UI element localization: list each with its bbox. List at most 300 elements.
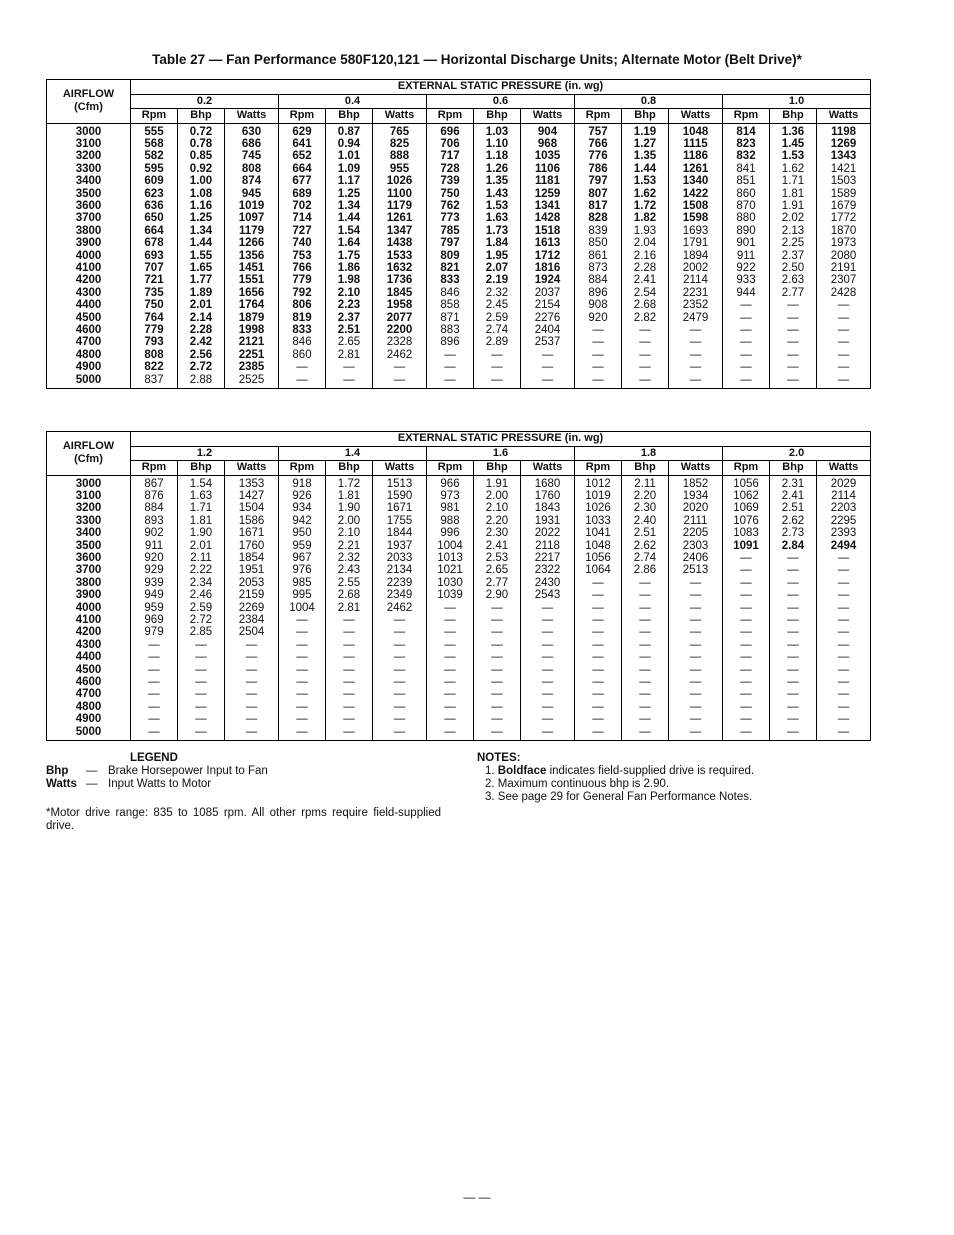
data-cell: 1931 <box>521 515 575 527</box>
column-header-bhp: Bhp <box>178 461 225 476</box>
data-cell: — <box>669 639 723 651</box>
data-cell: 0.87 <box>326 123 373 138</box>
data-cell: 797 <box>575 175 622 187</box>
table-row <box>47 237 871 249</box>
data-cell: — <box>622 577 669 589</box>
table-row <box>47 502 871 514</box>
data-cell: — <box>474 374 521 389</box>
data-cell: 1503 <box>817 175 871 187</box>
data-cell: 1.81 <box>770 188 817 200</box>
data-cell: 969 <box>144 613 164 626</box>
data-cell: 2.30 <box>622 502 669 514</box>
data-cell: 765 <box>373 123 427 138</box>
data-cell: — <box>770 324 817 336</box>
data-cell: 2.65 <box>326 336 373 348</box>
pressure-header-1.8: 1.8 <box>575 446 723 461</box>
data-cell: 786 <box>575 163 622 175</box>
data-cell: 2.41 <box>622 274 669 286</box>
data-cell: — <box>326 664 373 676</box>
data-cell: 2.40 <box>622 515 669 527</box>
data-cell: — <box>521 602 575 614</box>
data-cell: 1843 <box>521 502 575 514</box>
data-cell: 779 <box>144 324 164 336</box>
data-cell: 1056 <box>575 552 622 564</box>
data-cell: — <box>622 676 669 688</box>
data-cell: 2269 <box>225 602 279 614</box>
data-cell: 966 <box>427 475 474 490</box>
data-cell: — <box>575 701 622 713</box>
data-cell: — <box>723 651 770 663</box>
data-cell: — <box>521 626 575 638</box>
data-cell: 1041 <box>575 527 622 539</box>
table-row <box>47 515 871 527</box>
airflow-cell: 4500 <box>47 664 131 676</box>
legend-key: Watts <box>46 778 77 790</box>
data-cell: 1.63 <box>178 490 225 502</box>
data-cell: 2.72 <box>178 361 225 373</box>
data-cell: 2037 <box>521 287 575 299</box>
data-cell: 2404 <box>521 324 575 336</box>
data-cell: — <box>575 713 622 725</box>
data-cell: — <box>770 726 817 741</box>
data-cell: 920 <box>575 312 622 324</box>
data-cell: 1451 <box>225 262 279 274</box>
data-cell: 1356 <box>225 250 279 262</box>
airflow-cell: 3200 <box>47 150 131 162</box>
data-cell: 896 <box>575 287 622 299</box>
data-cell: — <box>575 688 622 700</box>
data-cell: — <box>148 651 160 664</box>
data-cell: 1998 <box>225 324 279 336</box>
data-cell: 2121 <box>225 336 279 348</box>
data-cell: 2.00 <box>326 515 373 527</box>
table-row <box>47 527 871 539</box>
data-cell: 955 <box>373 163 427 175</box>
legend-dash: — <box>86 765 98 777</box>
data-cell: 1259 <box>521 188 575 200</box>
data-cell: 1.75 <box>326 250 373 262</box>
data-cell: — <box>474 676 521 688</box>
table-row <box>47 175 871 187</box>
data-cell: — <box>279 726 326 741</box>
data-cell: 721 <box>144 274 164 287</box>
airflow-cell: 3400 <box>47 175 131 187</box>
data-cell: 1816 <box>521 262 575 274</box>
data-cell: 2029 <box>817 475 871 490</box>
data-cell: 1004 <box>279 602 326 614</box>
data-cell: — <box>770 589 817 601</box>
data-cell: 1.71 <box>178 502 225 514</box>
data-cell: 641 <box>279 138 326 150</box>
data-cell: 2154 <box>521 299 575 311</box>
data-cell: 2.10 <box>326 527 373 539</box>
data-cell: — <box>427 701 474 713</box>
data-cell: 1179 <box>225 225 279 237</box>
data-cell: 2303 <box>669 540 723 552</box>
table-row <box>47 664 871 676</box>
data-cell: 2.19 <box>474 274 521 286</box>
data-cell: — <box>622 336 669 348</box>
data-cell: 1934 <box>669 490 723 502</box>
data-cell: 2114 <box>817 490 871 502</box>
data-cell: 1198 <box>817 123 871 138</box>
table-row <box>47 212 871 224</box>
data-cell: — <box>770 312 817 324</box>
data-cell: — <box>770 639 817 651</box>
data-cell: 714 <box>279 212 326 224</box>
data-cell: — <box>279 701 326 713</box>
data-cell: — <box>326 688 373 700</box>
data-cell: 1791 <box>669 237 723 249</box>
motor-drive-footnote: *Motor drive range: 835 to 1085 rpm. All other rpms require field-supplied drive. <box>46 807 441 832</box>
airflow-cell: 3000 <box>47 475 131 490</box>
data-cell: 883 <box>427 324 474 336</box>
data-cell: — <box>770 374 817 389</box>
data-cell: — <box>669 361 723 373</box>
data-cell: 2251 <box>225 349 279 361</box>
data-cell: 870 <box>723 200 770 212</box>
data-cell: — <box>474 614 521 626</box>
data-cell: 2349 <box>373 589 427 601</box>
table-row <box>47 374 871 389</box>
data-cell: 1973 <box>817 237 871 249</box>
data-cell: 2384 <box>225 614 279 626</box>
data-cell: — <box>279 374 326 389</box>
data-cell: — <box>723 701 770 713</box>
data-cell: 819 <box>279 312 326 324</box>
data-cell: 2114 <box>669 274 723 286</box>
data-cell: 1083 <box>723 527 770 539</box>
data-cell: 1012 <box>575 475 622 490</box>
table-row <box>47 312 871 324</box>
table-row <box>47 626 871 638</box>
data-cell: 996 <box>427 527 474 539</box>
table-row <box>47 688 871 700</box>
data-cell: 0.78 <box>178 138 225 150</box>
airflow-cell: 4100 <box>47 614 131 626</box>
data-cell: 995 <box>279 589 326 601</box>
table-row <box>47 701 871 713</box>
data-cell: — <box>575 676 622 688</box>
pressure-header-1.4: 1.4 <box>279 446 427 461</box>
data-cell: — <box>622 701 669 713</box>
data-cell: 1353 <box>225 475 279 490</box>
data-cell: 1598 <box>669 212 723 224</box>
data-cell: — <box>148 725 160 738</box>
pressure-header-0.2: 0.2 <box>131 94 279 109</box>
data-cell: 636 <box>144 199 164 212</box>
data-cell: — <box>427 726 474 741</box>
airflow-cell: 4900 <box>47 361 131 373</box>
data-cell: 1.35 <box>474 175 521 187</box>
data-cell: 1589 <box>817 188 871 200</box>
data-cell: 2.45 <box>474 299 521 311</box>
data-cell: 2.51 <box>770 502 817 514</box>
data-cell: 1854 <box>225 552 279 564</box>
data-cell: — <box>723 349 770 361</box>
data-cell: 706 <box>427 138 474 150</box>
data-cell: 1056 <box>723 475 770 490</box>
data-cell: — <box>669 713 723 725</box>
table-title: Table 27 — Fan Performance 580F120,121 — Horizontal Discharge Units; Alternate Motor (Belt Drive)* <box>152 52 802 67</box>
data-cell: — <box>817 552 871 564</box>
airflow-cell: 4500 <box>47 312 131 324</box>
data-cell: 1.81 <box>326 490 373 502</box>
data-cell: 893 <box>144 514 164 527</box>
data-cell: 1.25 <box>326 188 373 200</box>
data-cell: 2.53 <box>474 552 521 564</box>
data-cell: 2.82 <box>622 312 669 324</box>
data-cell: 764 <box>144 311 164 324</box>
legend-text: Input Watts to Motor <box>108 778 212 790</box>
airflow-cell: 3800 <box>47 577 131 589</box>
data-cell: 945 <box>225 188 279 200</box>
data-cell: 757 <box>575 123 622 138</box>
data-cell: 2328 <box>373 336 427 348</box>
data-cell: — <box>326 676 373 688</box>
data-cell: — <box>622 664 669 676</box>
data-cell: — <box>817 651 871 663</box>
data-cell: 735 <box>144 286 164 299</box>
data-cell: — <box>178 664 225 676</box>
data-cell: 846 <box>427 287 474 299</box>
data-cell: 2231 <box>669 287 723 299</box>
data-cell: — <box>817 336 871 348</box>
airflow-cell: 4400 <box>47 651 131 663</box>
data-cell: — <box>622 589 669 601</box>
data-cell: — <box>326 614 373 626</box>
data-cell: 1.44 <box>178 237 225 249</box>
data-cell: — <box>279 688 326 700</box>
data-cell: 2.34 <box>178 577 225 589</box>
data-cell: 2.37 <box>770 250 817 262</box>
data-cell: 959 <box>279 540 326 552</box>
data-cell: 1870 <box>817 225 871 237</box>
data-cell: 2.28 <box>622 262 669 274</box>
data-cell: 968 <box>521 138 575 150</box>
data-cell: 1030 <box>427 577 474 589</box>
data-cell: 2.22 <box>178 564 225 576</box>
data-cell: 717 <box>427 150 474 162</box>
data-cell: 2393 <box>817 527 871 539</box>
data-cell: — <box>279 676 326 688</box>
data-cell: 1.34 <box>178 225 225 237</box>
data-cell: — <box>326 713 373 725</box>
data-cell: — <box>225 664 279 676</box>
data-cell: 2.51 <box>326 324 373 336</box>
data-cell: — <box>178 676 225 688</box>
data-cell: — <box>817 614 871 626</box>
data-cell: — <box>723 713 770 725</box>
airflow-cell: 3200 <box>47 502 131 514</box>
airflow-cell: 3500 <box>47 540 131 552</box>
data-cell: 582 <box>144 150 164 163</box>
data-cell: 609 <box>144 175 164 188</box>
airflow-cell: 3900 <box>47 589 131 601</box>
data-cell: 2.74 <box>622 552 669 564</box>
data-cell: — <box>770 336 817 348</box>
data-cell: — <box>427 614 474 626</box>
data-cell: 678 <box>144 237 164 250</box>
data-cell: 2.10 <box>326 287 373 299</box>
data-cell: 1852 <box>669 475 723 490</box>
data-cell: 1504 <box>225 502 279 514</box>
data-cell: — <box>474 639 521 651</box>
column-header-watts: Watts <box>669 461 723 476</box>
data-cell: 2.41 <box>474 540 521 552</box>
data-cell: — <box>575 602 622 614</box>
data-cell: — <box>373 374 427 389</box>
data-cell: — <box>474 664 521 676</box>
data-cell: — <box>723 577 770 589</box>
data-cell: 1551 <box>225 274 279 286</box>
airflow-cell: 5000 <box>47 374 131 389</box>
data-cell: — <box>326 726 373 741</box>
data-cell: 1033 <box>575 515 622 527</box>
data-cell: 2.16 <box>622 250 669 262</box>
data-cell: — <box>279 361 326 373</box>
airflow-cell: 3800 <box>47 225 131 237</box>
data-cell: 1586 <box>225 515 279 527</box>
data-cell: — <box>669 664 723 676</box>
data-cell: 2479 <box>669 312 723 324</box>
data-cell: — <box>279 614 326 626</box>
airflow-cell: 4600 <box>47 676 131 688</box>
data-cell: 904 <box>521 123 575 138</box>
data-cell: — <box>474 726 521 741</box>
data-cell: 623 <box>144 187 164 200</box>
data-cell: 832 <box>723 150 770 162</box>
data-cell: 809 <box>427 250 474 262</box>
data-cell: — <box>474 651 521 663</box>
table-row <box>47 602 871 614</box>
table-row <box>47 614 871 626</box>
column-header-bhp: Bhp <box>178 109 225 124</box>
data-cell: — <box>575 361 622 373</box>
data-cell: — <box>279 651 326 663</box>
data-cell: 950 <box>279 527 326 539</box>
airflow-cell: 4200 <box>47 626 131 638</box>
data-cell: 2033 <box>373 552 427 564</box>
data-cell: — <box>575 577 622 589</box>
data-cell: 2.77 <box>770 287 817 299</box>
data-cell: 779 <box>279 274 326 286</box>
data-cell: 1004 <box>427 540 474 552</box>
data-cell: 555 <box>144 125 164 138</box>
data-cell: 1186 <box>669 150 723 162</box>
data-cell: 1.63 <box>474 212 521 224</box>
data-cell: 1.90 <box>178 527 225 539</box>
data-cell: — <box>373 688 427 700</box>
table-row <box>47 552 871 564</box>
data-cell: 1.09 <box>326 163 373 175</box>
column-header-watts: Watts <box>373 109 427 124</box>
pressure-header-2.0: 2.0 <box>723 446 871 461</box>
data-cell: 1.82 <box>622 212 669 224</box>
data-cell: 2307 <box>817 274 871 286</box>
data-cell: — <box>225 688 279 700</box>
data-cell: 833 <box>427 274 474 286</box>
data-cell: 944 <box>723 287 770 299</box>
data-cell: 1039 <box>427 589 474 601</box>
data-cell: — <box>521 614 575 626</box>
data-cell: 2.90 <box>474 589 521 601</box>
data-cell: — <box>723 361 770 373</box>
data-cell: — <box>723 324 770 336</box>
data-cell: 2462 <box>373 349 427 361</box>
note-text: Maximum continuous bhp is 2.90. <box>497 778 670 790</box>
data-cell: 911 <box>723 250 770 262</box>
data-cell: 2.50 <box>770 262 817 274</box>
data-cell: — <box>723 639 770 651</box>
table-row <box>47 726 871 741</box>
data-cell: 1613 <box>521 237 575 249</box>
data-cell: — <box>474 701 521 713</box>
table-row <box>47 676 871 688</box>
column-header-watts: Watts <box>817 461 871 476</box>
airflow-cell: 5000 <box>47 726 131 741</box>
data-cell: — <box>427 349 474 361</box>
note-number: 1. <box>485 765 495 777</box>
data-cell: 2.86 <box>622 564 669 576</box>
data-cell: 1.93 <box>622 225 669 237</box>
airflow-cell: 4000 <box>47 250 131 262</box>
data-cell: — <box>770 626 817 638</box>
data-cell: — <box>225 726 279 741</box>
data-cell: — <box>279 713 326 725</box>
data-cell: 808 <box>225 163 279 175</box>
data-cell: 973 <box>427 490 474 502</box>
data-cell: — <box>669 577 723 589</box>
data-cell: 2.89 <box>474 336 521 348</box>
airflow-cell: 4800 <box>47 349 131 361</box>
data-cell: 568 <box>144 137 164 150</box>
data-cell: 2.14 <box>178 312 225 324</box>
data-cell: 2525 <box>225 374 279 389</box>
data-cell: 1026 <box>575 502 622 514</box>
column-header-watts: Watts <box>373 461 427 476</box>
data-cell: — <box>669 614 723 626</box>
data-cell: — <box>723 602 770 614</box>
data-cell: — <box>622 713 669 725</box>
data-cell: 1.25 <box>178 212 225 224</box>
data-cell: — <box>669 602 723 614</box>
data-cell: — <box>622 688 669 700</box>
data-cell: 1269 <box>817 138 871 150</box>
pressure-header-1.0: 1.0 <box>723 94 871 109</box>
data-cell: 745 <box>225 150 279 162</box>
airflow-header-unit: (Cfm) <box>74 101 103 114</box>
data-cell: — <box>817 676 871 688</box>
data-cell: — <box>669 374 723 389</box>
table-row <box>47 299 871 311</box>
table-row <box>47 490 871 502</box>
data-cell: 1508 <box>669 200 723 212</box>
data-cell: — <box>373 701 427 713</box>
data-cell: 1181 <box>521 175 575 187</box>
data-cell: 2.11 <box>622 475 669 490</box>
data-cell: — <box>723 589 770 601</box>
data-cell: — <box>178 639 225 651</box>
data-cell: 2.51 <box>622 527 669 539</box>
data-cell: — <box>622 361 669 373</box>
data-cell: 2.23 <box>326 299 373 311</box>
esp-header: EXTERNAL STATIC PRESSURE (in. wg) <box>131 432 871 447</box>
table-row <box>47 651 871 663</box>
data-cell: — <box>148 676 160 688</box>
data-cell: — <box>817 577 871 589</box>
legend-text: Brake Horsepower Input to Fan <box>108 765 268 777</box>
